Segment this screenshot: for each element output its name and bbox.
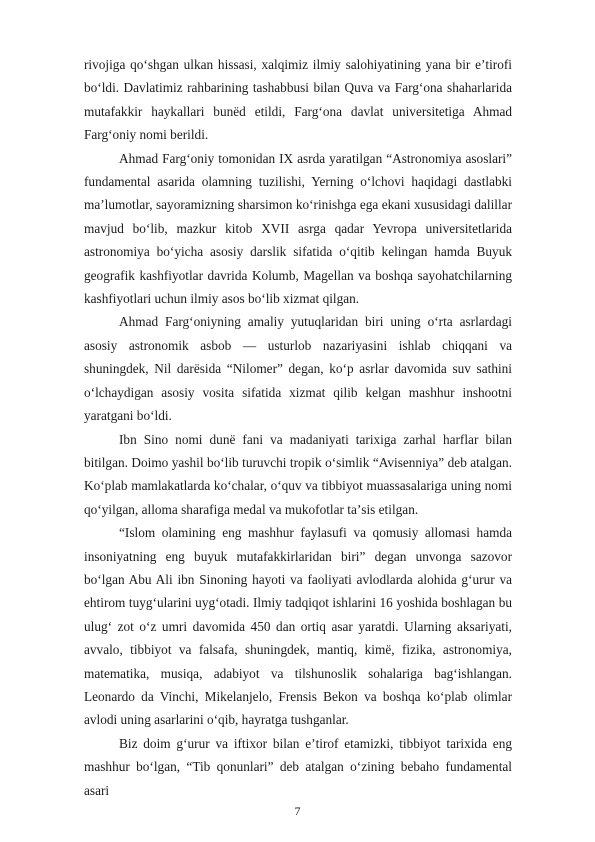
paragraph-ahmad-fargoniy-astronomy: Ahmad Fargʻoniy tomonidan IX asrda yaratilgan “Astronomiya asoslari” fundamental asarida olamning tuzilishi, Yerning oʻlchovi haqidagi dastlabki maʼlumotlar, sayoramizning sharsimon koʻrinishga ega ekani xususidagi dalillar mavjud boʻlib, mazkur kitob XVII asrga qadar Yevropa universitetlarida astronomiya boʻyicha asosiy darslik sifatida oʻqitib kelingan hamda Buyuk geografik kashfiyotlar davrida Kolumb, Magellan va boshqa sayohatchilarning kashfiyotlari uchun ilmiy asos boʻlib xizmat qilgan. bbox=[84, 150, 512, 307]
body-text bbox=[84, 53, 512, 802]
paragraph-ibn-sino-name: Ibn Sino nomi dunё fani va madaniyati tarixiga zarhal harflar bilan bitilgan. Doimo yashil boʻlib turuvchi tropik oʻsimlik “Avisenniya” deb atalgan. Koʻplab mamlakatlarda koʻchalar, oʻquv va tibbiyot muassasalariga uning nomi qoʻyilgan, alloma sharafiga medal va mukofotlar taʼsis etilgan. bbox=[84, 431, 512, 517]
paragraph-ahmad-fargoniy-achievements: Ahmad Fargʻoniyning amaliy yutuqlaridan biri uning oʻrta asrlardagi asosiy astronomik asbob — usturlob nazariyasini ishlab chiqqani va shuningdek, Nil darёsida “Nilomer” degan, koʻp asrlar davomida suv sathini oʻlchaydigan asosiy vosita sifatida xizmat qilib kelgan mashhur inshootni yaratgani boʻldi. bbox=[84, 314, 512, 424]
paragraph-continuation: rivojiga qoʻshgan ulkan hissasi, xalqimiz ilmiy salohiyatining yana bir eʼtirofi boʻldi. Davlatimiz rahbarining tashabbusi bilan Quva va Fargʻona shaharlarida mutafakkir haykallari bunёd etildi, Fargʻona davlat universitetiga Ahmad Fargʻoniy nomi berildi. bbox=[84, 57, 512, 143]
page-number: 7 bbox=[294, 804, 301, 818]
paragraph-ibn-sino-life: “Islom olamining eng mashhur faylasufi va qomusiy allomasi hamda insoniyatning eng buyuk mutafakkirlaridan biri” degan unvonga sazovor boʻlgan Abu Ali ibn Sinoning hayoti va faoliyati avlodlarda alohida gʻurur va ehtirom tuygʻularini uygʻotadi. Ilmiy tadqiqot ishlarini 16 yoshida boshlagan bu ulugʻ zot oʻz umri davomida 450 dan ortiq asar yaratdi. Ularning aksariyati, avvalo, tibbiyot va falsafa, shuningdek, mantiq, kimё, fizika, astronomiya, matematika, musiqa, adabiyot va tilshunoslik sohalariga bagʻishlangan. Leonardo da Vinchi, Mikelanjelo, Frensis Bekon va boshqa koʻplab olimlar avlodi uning asarlarini oʻqib, hayratga tushganlar. bbox=[84, 525, 512, 728]
paragraph-medicine-history: Biz doim gʻurur va iftixor bilan eʼtirof etamizki, tibbiyot tarixida eng mashhur boʻlgan, “Tib qonunlari” deb atalgan oʻzining bebaho fundamental asari bbox=[84, 735, 512, 798]
